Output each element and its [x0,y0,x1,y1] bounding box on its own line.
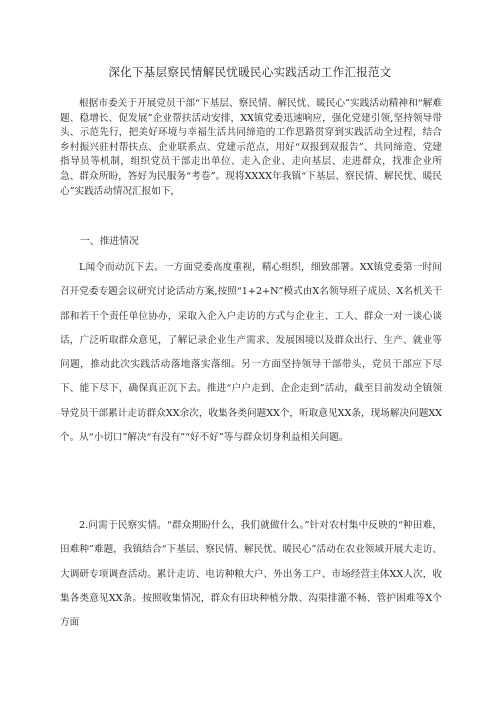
body-paragraph-1: L闻令而动沉下去。一方面党委高度重视，精心组织，细致部署。XX镇党委第一时间召开党委专题会议研究讨论活动方案,按照“1+2+N”模式由X名领导班子成员、X名机关干部和若干个责任单位协办，采取入企入户走访的方式与企业主、工人、群众一对一谈心谈话，广泛听取群众意见，了解记录企业生产需求、发展困境以及群众出行、生产、就业等问题，推动此次实践活动落地落实落细。另一方面坚持领导干部带头，党员干部应下尽下、能下尽下，确保真正沉下去。推进“户户走到、企企走到”活动，截至目前发动全镇领导党员干部累计走访群众XX余次，收集各类问题XX个，听取意见XX条，现场解决问题XX个。从“小切口”解决“有没有”“好不好”等与群众切身利益相关问题。 [60,262,442,444]
section-heading: 一、推进情况 [80,236,139,247]
body-paragraph-2: 2.问需于民察实情。“群众期盼什么，我们就做什么。”针对农村集中反映的“种田难，田难种”难题，我镇结合“下基层、察民情、解民忧、暖民心”活动在农业领域开展大走访、大调研专项调查活动。累计走访、电访种粮大户、外出务工户、市场经营主体XX人次，收集各类意见XX条。按照收集情况，群众有田块种植分散、沟渠排灌不畅、管护困难等X个方面 [60,520,442,629]
intro-paragraph: 根据市委关于开展党员干部“下基层、察民情、解民忧、暖民心”实践活动精神和“解难题、稳增长、促发展”企业帮扶活动安排，XX镇党委迅速响应，强化党建引领,坚持领导带头、示范先行，把美好环境与幸福生活共同缔造的工作思路贯穿到实践活动全过程，结合乡村振兴驻村帮扶点、企业联系点、党建示范点，用好“双报到双报告”、共同缔造、党建指导员等机制，组织党员干部走出单位、走入企业、走向基层、走进群众，找准企业所急、群众所盼，答好为民服务“考卷”。现将XXXX年我镇“下基层、察民情、解民忧、暖民心”实践活动情况汇报如下， [60,98,442,197]
document-title: 深化下基层察民情解民忧暖民心实践活动工作汇报范文 [108,65,392,79]
